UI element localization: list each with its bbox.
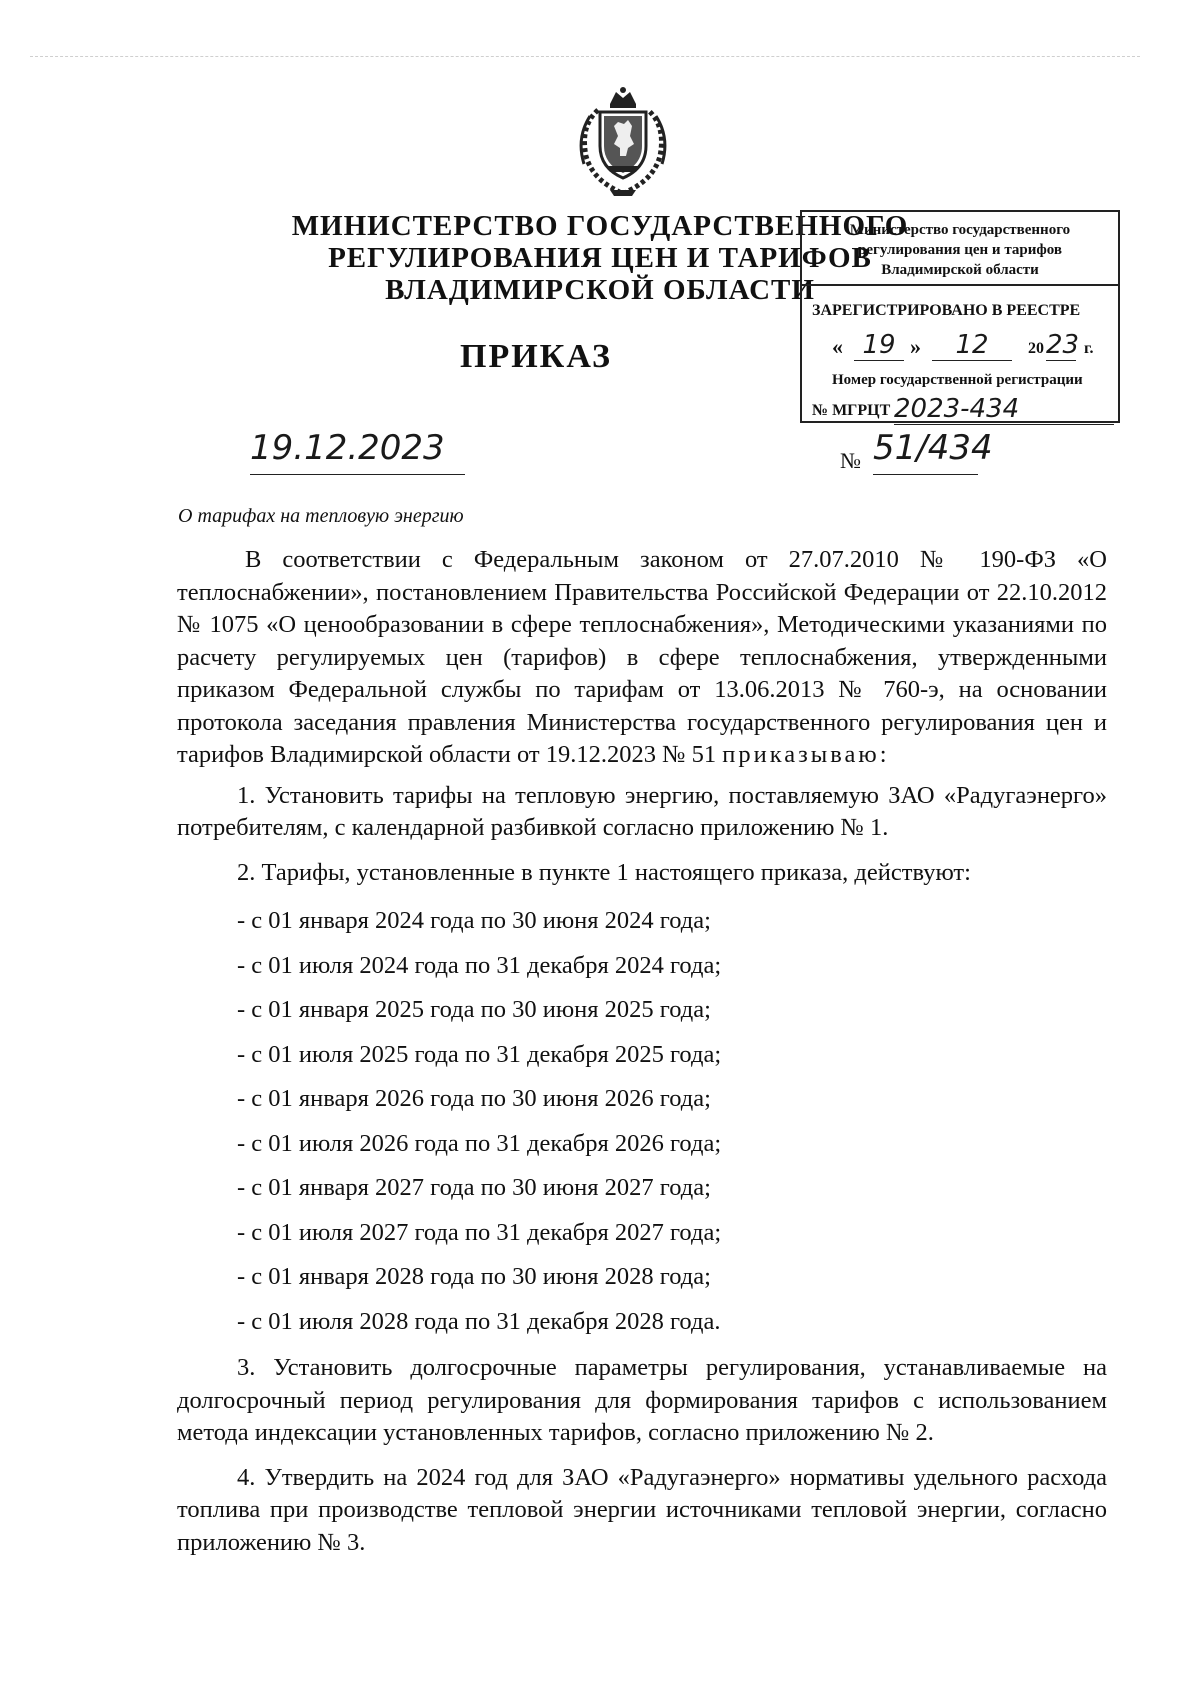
tariff-periods-list [177, 899, 1107, 1344]
order-number: 51/434 [873, 428, 978, 475]
stamp-day: 19 [854, 330, 904, 361]
ministry-line-3: ВЛАДИМИРСКОЙ ОБЛАСТИ [385, 274, 815, 306]
stamp-month: 12 [932, 330, 1012, 361]
clause-1: 1. Установить тарифы на тепловую энергию, поставляемую ЗАО «Радугаэнерго» потребителям, с календарной разбивкой согласно приложению № 1. [177, 781, 1107, 841]
order-body [177, 544, 1107, 1559]
stamp-org-line-1: Министерство государственного [849, 222, 1071, 238]
order-subject: О тарифах на тепловую энергию [178, 505, 464, 527]
stamp-year-label: г. [1084, 340, 1094, 357]
clause-3: 3. Установить долгосрочные параметры регулирования, устанавливаемые на долгосрочный период регулирования для формирования тарифов с использованием метода индексации установленных тарифов, согласно приложению № 2. [177, 1354, 1107, 1446]
preamble-paragraph [177, 544, 1107, 772]
clause-2: 2. Тарифы, установленные в пункте 1 настоящего приказа, действуют: [237, 858, 971, 886]
stamp-date-row [832, 330, 1112, 362]
period-item: - с 01 января 2025 года по 30 июня 2025 года; [237, 996, 711, 1023]
ministry-line-1: МИНИСТЕРСТВО ГОСУДАРСТВЕННОГО [291, 210, 909, 242]
stamp-number-value: 2023-434 [894, 394, 1114, 425]
period-item: - с 01 января 2026 года по 30 июня 2026 года; [237, 1085, 711, 1112]
stamp-number-label: Номер государственной регистрации [832, 372, 1083, 388]
document-type: ПРИКАЗ [460, 338, 612, 375]
period-item: - с 01 июля 2028 года по 31 декабря 2028 года. [237, 1307, 721, 1335]
stamp-year-prefix: 20 [1028, 340, 1044, 357]
registration-stamp [800, 210, 1120, 423]
stamp-org-line-2: регулирования цен и тарифов [858, 242, 1062, 258]
stamp-number-prefix: № МГРЦТ [812, 402, 891, 419]
stamp-quote-open: « [832, 334, 843, 359]
order-number-label: № [840, 448, 861, 473]
ministry-line-2: РЕГУЛИРОВАНИЯ ЦЕН И ТАРИФОВ [328, 242, 872, 274]
period-item: - с 01 июля 2026 года по 31 декабря 2026 года; [237, 1129, 722, 1157]
stamp-org [802, 212, 1118, 286]
order-date: 19.12.2023 [250, 428, 465, 475]
coat-of-arms-icon [570, 86, 676, 198]
period-item: - с 01 января 2028 года по 30 июня 2028 года; [237, 1263, 711, 1290]
stamp-registered-label: ЗАРЕГИСТРИРОВАНО В РЕЕСТРЕ [812, 302, 1081, 319]
preamble-decree-word: приказываю: [722, 741, 890, 768]
clause-4: 4. Утвердить на 2024 год для ЗАО «Радугаэнерго» нормативы удельного расхода топлива при производстве тепловой энергии источниками тепловой энергии, согласно приложению № 3. [177, 1463, 1107, 1556]
preamble-text: В соответствии с Федеральным законом от 27.07.2010 № 190-ФЗ «О теплоснабжении», постановлением Правительства Российской Федерации от 22.10.2012 № 1075 «О ценообразовании в сфере теплоснабжения», Методическими указаниями по расчету регулируемых цен (тарифов) в сфере теплоснабжения, утвержденными приказом Федеральной службы по тарифам от 13.06.2013 № 760-э, на основании протокола заседания правления Министерства государственного регулирования цен и тарифов Владимирской области от 19.12.2023 № 51 [177, 546, 1107, 768]
period-item: - с 01 января 2024 года по 30 июня 2024 года; [237, 907, 711, 934]
stamp-quote-close: » [910, 334, 921, 359]
period-item: - с 01 июля 2025 года по 31 декабря 2025 года; [237, 1040, 722, 1068]
stamp-org-line-3: Владимирской области [881, 262, 1039, 278]
stamp-number-row [812, 394, 1112, 424]
period-item: - с 01 января 2027 года по 30 июня 2027 года; [237, 1174, 711, 1201]
period-item: - с 01 июля 2027 года по 31 декабря 2027 года; [237, 1218, 722, 1246]
scan-artifact-line [30, 56, 1140, 57]
stamp-year-suffix: 23 [1046, 330, 1080, 360]
period-item: - с 01 июля 2024 года по 31 декабря 2024 года; [237, 951, 722, 979]
